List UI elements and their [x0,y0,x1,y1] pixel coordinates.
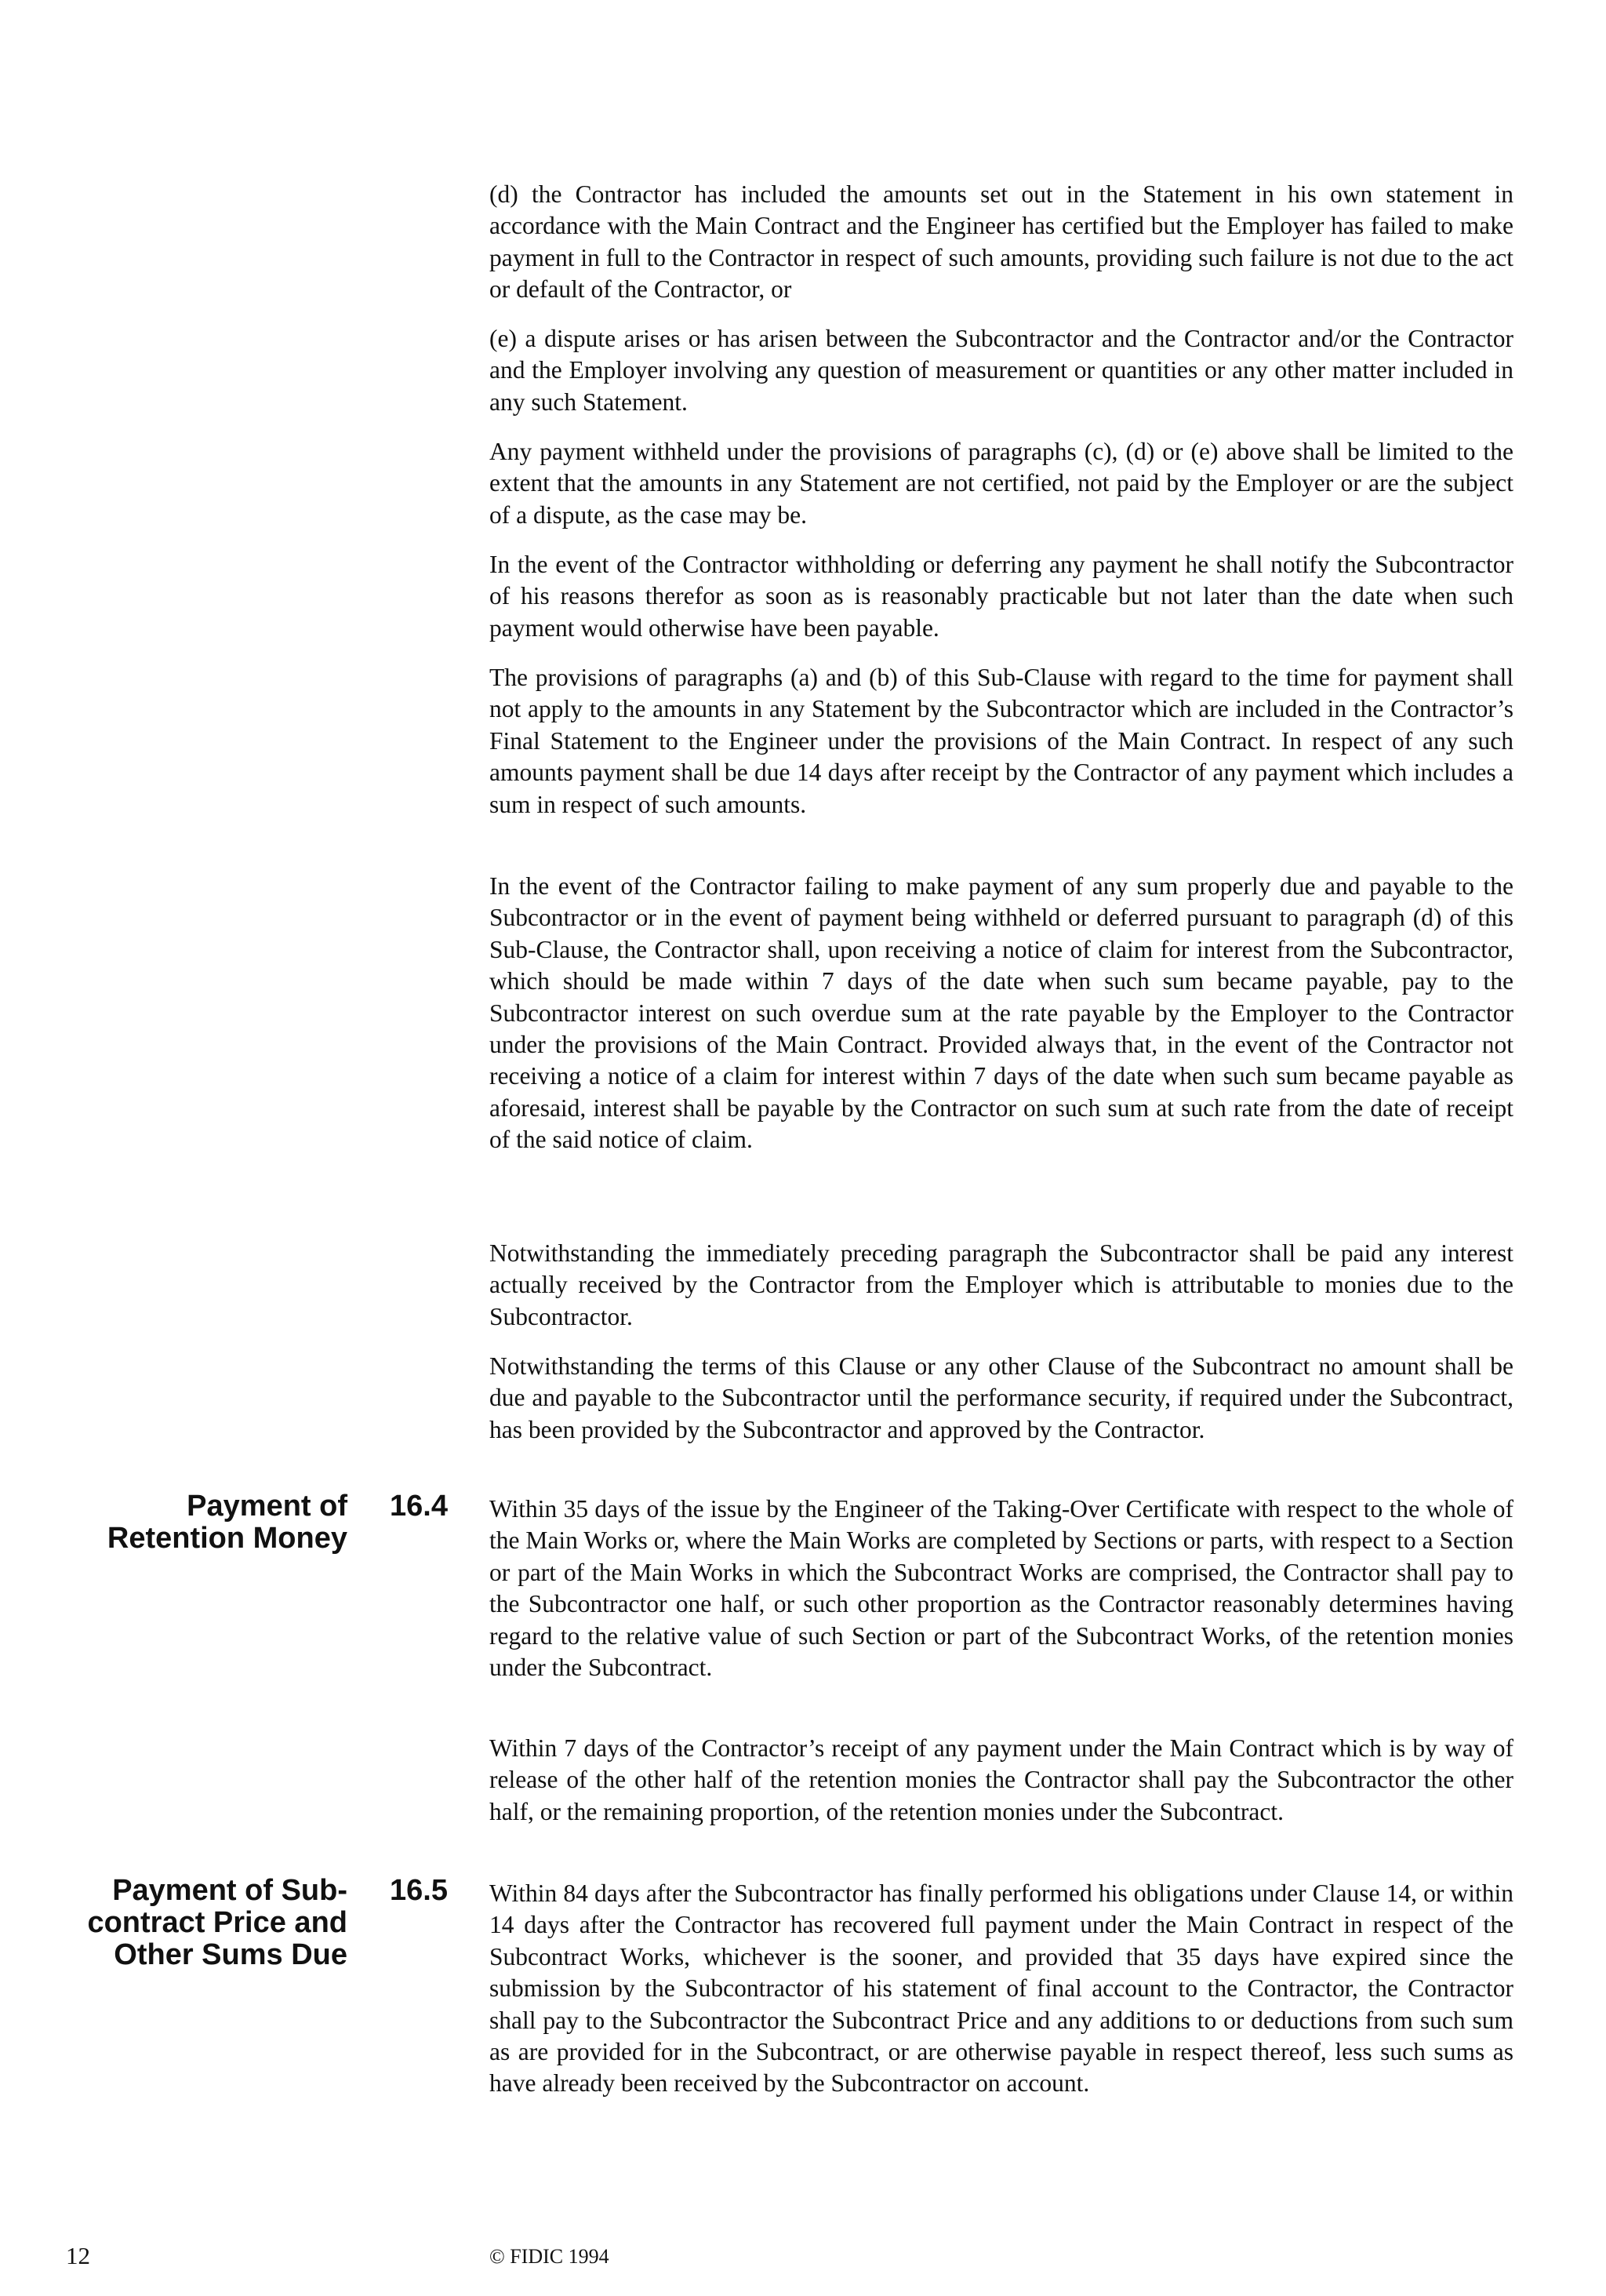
page-number: 12 [66,2242,90,2269]
clause-16-4-paragraph-2: Within 7 days of the Contractor’s receipt of any payment under the Main Contract which is by way of release of the other half of the retention monies the Contractor shall pay the Subcontractor the other half, or the remaining proportion, of the retention monies under the Subcontract. [489,1734,1513,1825]
clause-16-5-heading [87,1875,347,1971]
paragraph-interest-received: Notwithstanding the immediately preceding paragraph the Subcontractor shall be paid any interest actually received by the Contractor from the Employer which is attributable to monies due to the Subcontractor. [489,1239,1513,1330]
clause-16-4-number: 16.4 [390,1490,448,1523]
clause-16-5-heading-line2: contract Price and [87,1906,347,1939]
paragraph-final-statement: The provisions of paragraphs (a) and (b) of this Sub-Clause with regard to the time for payment shall not apply to the amounts in any Statement by the Subcontractor which are included in the Contractor’s Final Statement to the Engineer under the provisions of the Main Contract. In respect of any such amounts payment shall be due 14 days after receipt by the Contractor of any payment which includes a sum in respect of such amounts. [489,664,1513,818]
clause-16-4-heading [107,1490,347,1555]
paragraph-d: (d) the Contractor has included the amounts set out in the Statement in his own statement in accordance with the Main Contract and the Engineer has certified but the Employer has failed to make payment in full to the Contractor in respect of such amounts, providing such failure is not due to the act or default of the Contractor, or [489,180,1513,304]
paragraph-interest: In the event of the Contractor failing to make payment of any sum properly due and payable to the Subcontractor or in the event of payment being withheld or deferred pursuant to paragraph (d) of this Sub-Clause, the Contractor shall, upon receiving a notice of claim for interest from the Subcontractor, which should be made within 7 days of the date when such sum became payable, pay to the Subcontractor interest on such overdue sum at the rate payable by the Employer to the Contractor under the provisions of the Main Contract. Provided always that, in the event of the Contractor not receiving a notice of a claim for interest within 7 days of the date when such sum became payable as aforesaid, interest shall be payable by the Contractor on such sum at such rate from the date of receipt of the said notice of claim. [489,872,1513,1154]
copyright-notice: © FIDIC 1994 [489,2245,609,2268]
paragraph-withheld: Any payment withheld under the provisions of paragraphs (c), (d) or (e) above shall be limited to the extent that the amounts in any Statement are not certified, not paid by the Employer or are the subject of a dispute, as the case may be. [489,438,1513,529]
clause-16-4-paragraph-1: Within 35 days of the issue by the Engineer of the Taking-Over Certificate with respect to the whole of the Main Works or, where the Main Works are completed by Sections or parts, with respect to a Section or part of the Main Works in which the Subcontract Works are comprised, the Contractor shall pay to the Subcontractor one half, or such other proportion as the Contractor reasonably determines having regard to the relative value of such Section or part of the Subcontract Works, of the retention monies under the Subcontract. [489,1495,1513,1682]
paragraph-performance-security: Notwithstanding the terms of this Clause or any other Clause of the Subcontract no amount shall be due and payable to the Subcontractor until the performance security, if required under the Subcontract, has been provided by the Subcontractor and approved by the Contractor. [489,1352,1513,1443]
paragraph-notify: In the event of the Contractor withholding or deferring any payment he shall notify the Subcontractor of his reasons therefor as soon as is reasonably practicable but not later than the date when such payment would otherwise have been payable. [489,551,1513,642]
clause-16-5-paragraph-1: Within 84 days after the Subcontractor has finally performed his obligations under Clause 14, or within 14 days after the Contractor has recovered full payment under the Main Contract in respect of the Subcontract Works, whichever is the sooner, and provided that 35 days have expired since the submission by the Subcontractor of his statement of final account to the Contractor, the Contractor shall pay to the Subcontractor the Subcontract Price and any additions to or deductions from such sum as are provided for in the Subcontract, or are otherwise payable in respect thereof, less such sums as have already been received by the Subcontractor on account. [489,1879,1513,2098]
clause-16-4-heading-line1: Payment of [187,1490,347,1523]
clause-16-5-heading-line3: Other Sums Due [114,1938,347,1971]
clause-16-4-heading-line2: Retention Money [107,1522,347,1555]
clause-16-5-number: 16.5 [390,1874,448,1907]
clause-16-5-heading-line1: Payment of Sub- [112,1874,347,1907]
paragraph-e: (e) a dispute arises or has arisen between the Subcontractor and the Contractor and/or the Contractor and the Employer involving any question of measurement or quantities or any other matter included in any such Statement. [489,325,1513,416]
